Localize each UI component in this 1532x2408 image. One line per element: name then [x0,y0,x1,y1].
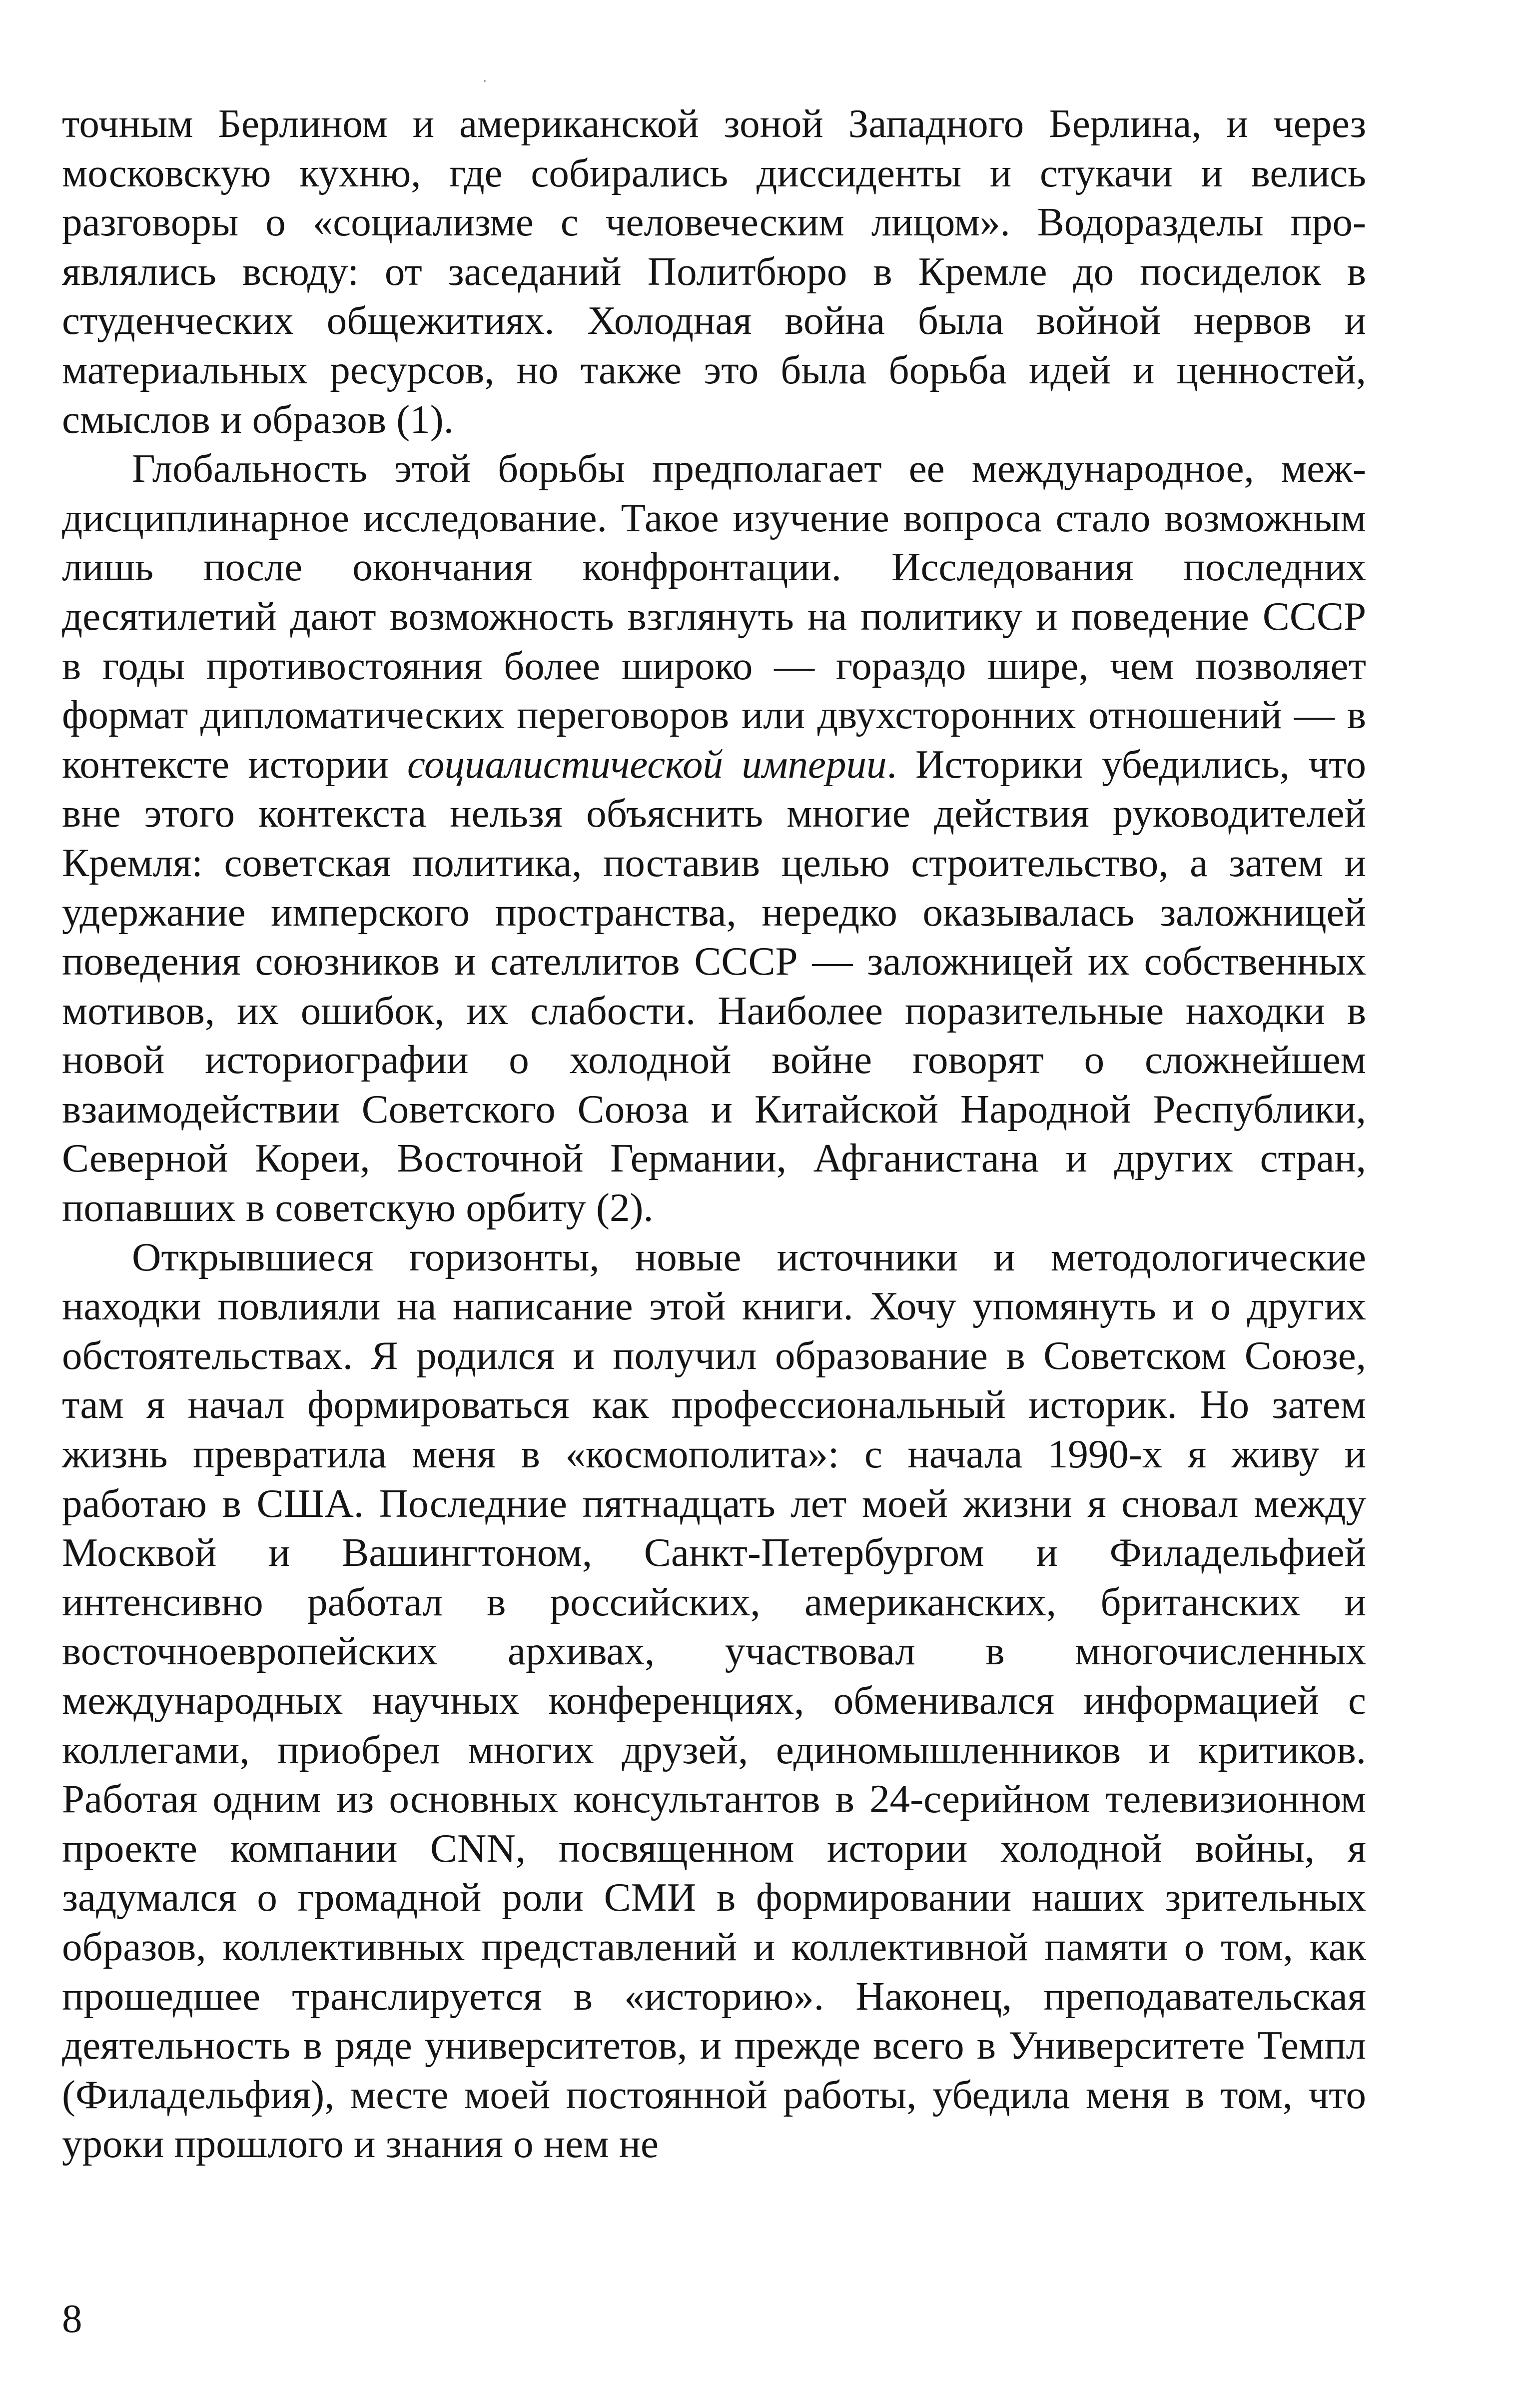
paragraph-2-text-start: Глобальность этой борьбы предполагает ее международное, междисциплинарное исследование. Такое изучение вопроса стало возможным лишь после окончания конфронтации. Исследования последних десятилетий дают возможность взглянуть на политику и поведение СССР в годы противостояния более широко — гораздо шире, чем позволяет формат дипломатических переговоров или двухсторонних отношений — в контексте истории [62,446,1366,787]
paragraph-2-text-end: . Историки убедились, что вне этого контекста нельзя объяснить многие действия руководителей Кремля: советская политика, поставив целью строительство, а затем и удержание имперского пространства, нередко оказывалась заложницей поведения союзников и сателлитов СССР — заложницей их собственных мотивов, их ошибок, их слабости. Наиболее поразительные находки в новой историографии о холодной войне говорят о сложнейшем взаимодействии Советского Союза и Китайской Народной Республики, Северной Кореи, Восточной Германии, Афганистана и других стран, попавших в советскую орбиту (2). [62,741,1366,1230]
paragraph-3-text: Открывшиеся горизонты, новые источники и методологические находки повлияли на написание этой книги. Хочу упомянуть и о других обстоятельствах. Я родился и получил образование в Советском Союзе, там я начал формироваться как профессиональный историк. Но затем жизнь превратила меня в «космополита»: с начала 1990-х я живу и работаю в США. Последние пятнадцать лет моей жизни я сновал между Москвой и Вашингтоном, Санкт-Петербургом и Филадельфией интенсивно работал в российских, американских, британских и восточноевропейских архивах, участвовал в многочисленных международных научных конференциях, обменивался информацией с коллегами, приобрел многих друзей, единомышленников и критиков. Работая одним из основных консультантов в 24-серийном телевизионном проекте компании CNN, посвященном истории холодной войны, я задумался о громадной роли СМИ в формировании наших зрительных образов, коллективных представлений и коллективной памяти о том, как прошедшее транслируется в «историю». Наконец, преподавательская деятельность в ряде университетов, и прежде всего в Университете Темпл (Филадельфия), месте моей постоянной работы, убедила меня в том, что уроки прошлого и знания о нем не [62,1234,1366,2167]
paragraph-2-italic-term: социалистической империи [407,741,887,787]
paragraph-1-text: точным Берлином и американской зоной Западного Берлина, и через московскую кухню, где собирались диссиденты и стукачи и велись разговоры о «социализме с человеческим лицом». Водоразделы проявлялись всюду: от заседаний Политбюро в Кремле до посиделок в студенческих общежитиях. Холодная война была войной нервов и материальных ресурсов, но также это была борьба идей и ценностей, смыслов и образов (1). [62,101,1366,442]
page-number: 8 [62,2296,82,2341]
paragraph-3 [62,1232,1366,2169]
print-speck [484,80,486,82]
paragraph-1 [62,99,1366,444]
paragraph-2 [62,444,1366,1232]
body-text [62,99,1366,2169]
